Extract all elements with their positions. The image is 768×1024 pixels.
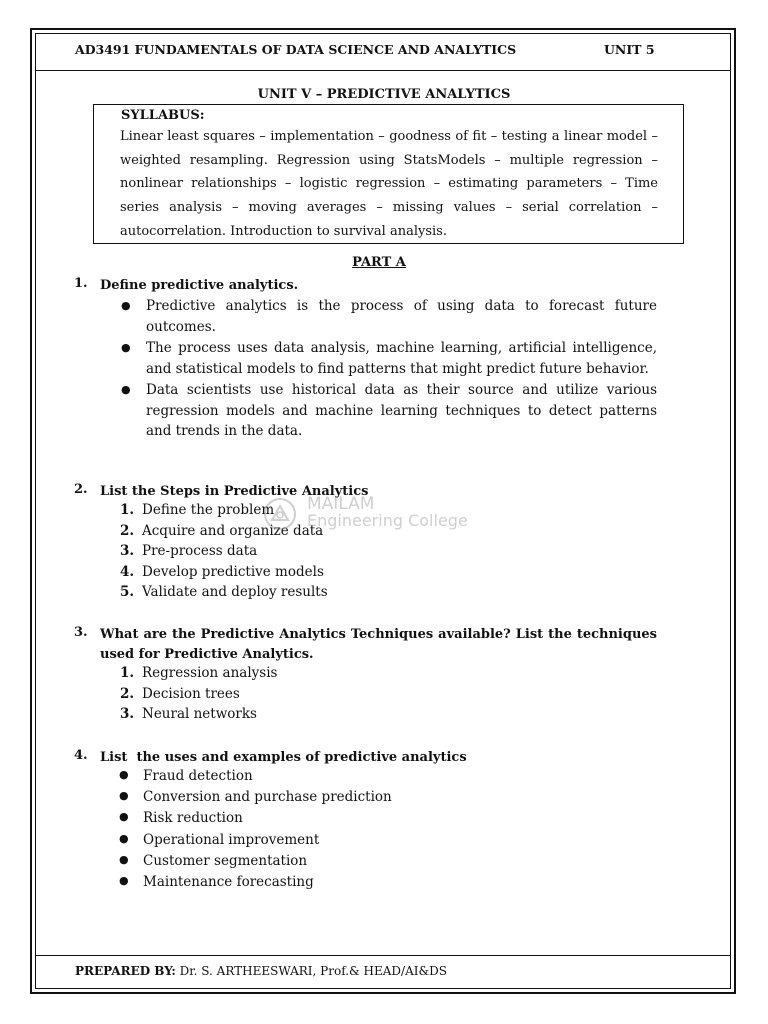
list-item: 1. Regression analysis <box>120 665 278 681</box>
list-item: ● Maintenance forecasting <box>119 873 314 890</box>
question-2-number: 2. <box>74 482 88 497</box>
question-4-uses-list <box>118 768 392 895</box>
list-item: 1. Define the problem <box>120 502 275 518</box>
footer-divider <box>35 955 731 956</box>
list-item: ● The process uses data analysis, machine learning, artificial intelligence, and statistical models to find patterns that might predict future behavior. <box>121 340 657 377</box>
bullet-dot-icon: ● <box>121 341 131 354</box>
bullet-dot-icon: ● <box>119 873 129 887</box>
question-3-techniques-list <box>120 665 277 727</box>
unit-title: UNIT V – PREDICTIVE ANALYTICS <box>257 87 511 102</box>
header-course: AD3491 FUNDAMENTALS OF DATA SCIENCE AND ANALYTICS <box>75 42 517 57</box>
syllabus-heading: SYLLABUS: <box>121 108 205 123</box>
list-item: ● Data scientists use historical data as their source and utilize various regression models and machine learning techniques to detect patterns and trends in the data. <box>121 382 657 439</box>
list-item: ● Fraud detection <box>119 768 253 784</box>
list-item: 3. Neural networks <box>120 706 257 723</box>
question-4-text: List the uses and examples of predictive analytics <box>100 750 467 765</box>
list-item: ● Operational improvement <box>119 831 320 848</box>
list-item: ● Risk reduction <box>119 810 243 827</box>
bullet-dot-icon: ● <box>121 383 131 396</box>
question-3-text: What are the Predictive Analytics Techniques available? List the techniques used for Predictive Analytics. <box>100 627 657 662</box>
header-unit: UNIT 5 <box>604 42 655 57</box>
footer-prepared-by <box>75 964 447 978</box>
part-title: PART A <box>352 255 406 270</box>
question-3-number: 3. <box>74 625 88 640</box>
footer-label: PREPARED BY: <box>75 964 176 978</box>
college-logo-icon <box>262 496 298 532</box>
header-divider <box>35 70 731 71</box>
question-1-answer-list <box>120 296 657 442</box>
footer-author: Dr. S. ARTHEESWARI, Prof.& HEAD/AI&DS <box>175 964 448 978</box>
watermark-line-2: Engineering College <box>307 511 468 530</box>
question-4-number: 4. <box>74 748 88 763</box>
question-1-number: 1. <box>74 276 88 291</box>
list-item: ● Customer segmentation <box>119 852 308 869</box>
list-item: 2. Decision trees <box>120 685 240 702</box>
bullet-dot-icon: ● <box>119 789 129 803</box>
list-item: 3. Pre-process data <box>120 543 258 560</box>
watermark-line-1: MAILAM <box>307 494 375 514</box>
syllabus-text: Linear least squares – implementation – goodness of fit – testing a linear model – weighted resampling. Regression using StatsModels – multiple regression – nonlinear relationships – logistic regression – estimating parameters – Time series analysis – moving averages – missing values – serial correlation – autocorrelation. Introduction to survival analysis. <box>120 129 658 239</box>
list-item: 5. Validate and deploy results <box>120 584 328 601</box>
list-item: ● Conversion and purchase prediction <box>119 789 392 806</box>
question-1-text: Define predictive analytics. <box>100 278 299 293</box>
bullet-dot-icon: ● <box>121 299 131 312</box>
list-item: 2. Acquire and organize data <box>120 522 324 539</box>
list-item: ● Predictive analytics is the process of using data to forecast future outcomes. <box>121 298 657 335</box>
question-2-text: List the Steps in Predictive Analytics <box>100 484 369 499</box>
bullet-dot-icon: ● <box>119 831 129 845</box>
bullet-dot-icon: ● <box>119 810 129 824</box>
list-item: 4. Develop predictive models <box>120 563 324 580</box>
bullet-dot-icon: ● <box>119 852 129 866</box>
bullet-dot-icon: ● <box>119 768 129 781</box>
